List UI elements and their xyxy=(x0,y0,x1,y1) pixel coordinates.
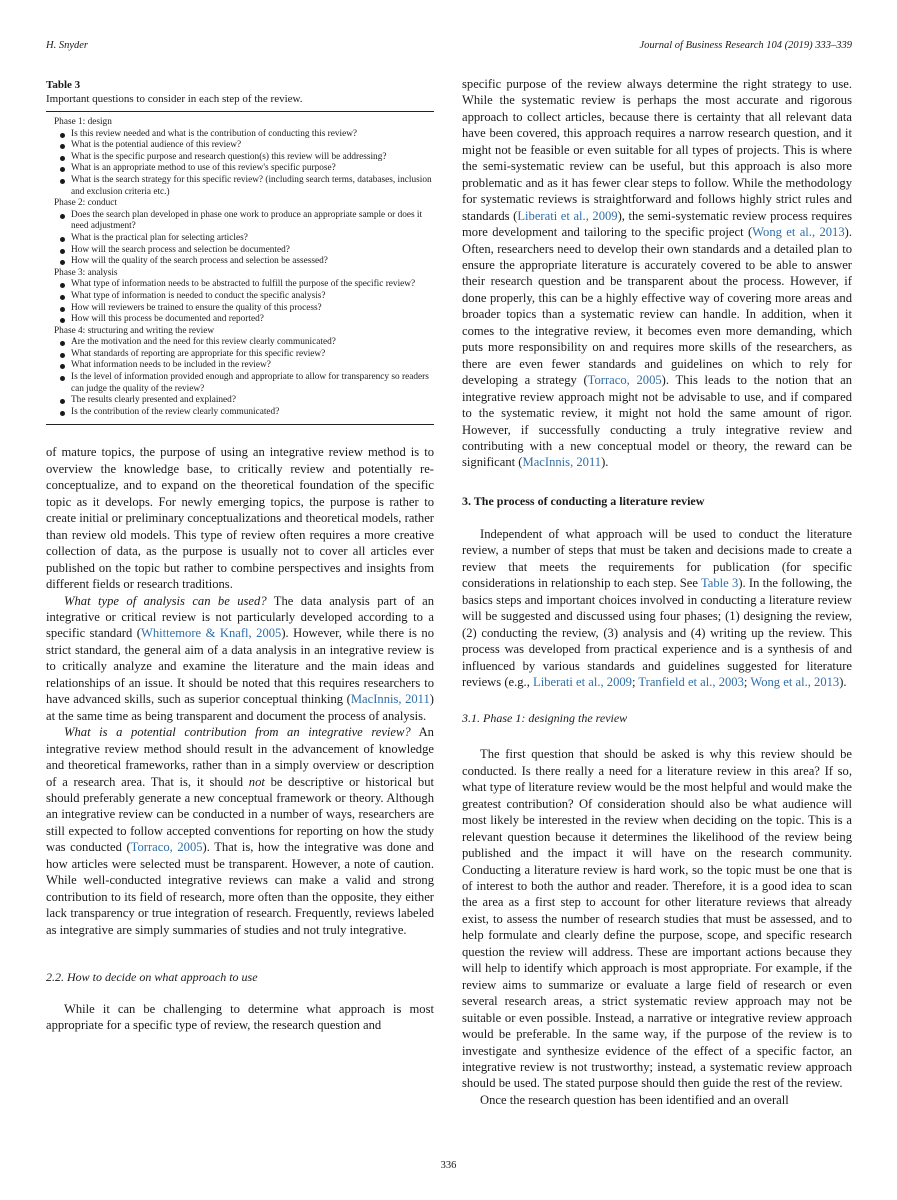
paragraph: What is a potential contribution from an integrative review? An integrative review method should result in the advancement of knowledge and theoretical frameworks, rather than in a simply overview or description of a research area. That is, it should not be descriptive or historical but should preferably generate a new conceptual framework or theory. Although an integrative review can be conducted in a number of ways, researchers are still expected to follow accepted conventions for reporting on how the study was conducted (Torraco, 2005). That is, how the integrative was done and how articles were selected must be transparent. However, a note of caution. While well-conducted integrative reviews can make a valid and strong contribution to its field of research, more often than the opposite, they either lack transparency or true integration of research. Frequently, reviews labeled as integrative are simply summaries of studies and not truly integrative. xyxy=(46,725,434,937)
question-item: Are the motivation and the need for this review clearly communicated? xyxy=(54,337,434,349)
bullet-icon xyxy=(60,260,65,265)
bullet-icon xyxy=(60,249,65,254)
questions-table xyxy=(46,111,434,425)
question-item: What type of information needs to be abstracted to fulfill the purpose of the specific review? xyxy=(54,279,434,291)
running-head xyxy=(46,40,852,56)
table-label: Table 3 xyxy=(46,79,81,91)
paragraph: specific purpose of the review always determine the right strategy to use. While the systematic review is perhaps the most accurate and rigorous approach to collect articles, because there is certainty that all relevant data have been covered, this approach requires a narrow research question, and it might not be feasible or even suitable for all types of projects. This is where the semi-systematic review can be useful, but this approach is also more problematic and as it has fewer clear steps to follow. While the methodology for systematic reviews is straightforward and follows highly strict rules and standards (Liberati et al., 2009), the semi-systematic review process requires more development and tailoring to the specific project (Wong et al., 2013). Often, researchers need to develop their own standards and a detailed plan to ensure the appropriate literature is accurately covered to be able to answer their research question and be transparent about the process. However, if done properly, this can be a highly effective way of covering more areas and broader topics than a systematic review can handle. In addition, when it comes to the integrative review, it becomes even more demanding, which puts more responsibility on and requires more skills of the researchers, as there are even fewer standards and guidelines on which to rely for developing a strategy (Torraco, 2005). This leads to the notion that an integrative review approach might not be advisable to use, and if compared to the systematic review, it might not hold the same amount of rigor. However, if successfully conducting a truly integrative review and contributing with a new conceptual model or theory, the reward can be significant (MacInnis, 2011). xyxy=(462,77,852,470)
paragraph: of mature topics, the purpose of using an integrative review method is to overview the knowledge base, to critically review and potentially re-conceptualize, and to expand on the theoretical foundation of the specific topic as it develops. For newly emerging topics, the purpose is rather to create initial or preliminary conceptualizations and theoretical models, rather than review old models. This type of review often requires a more creative collection of data, as the purpose is usually not to cover all articles ever published on the topic but rather to combine perspectives and insights from different fields or research traditions. xyxy=(46,445,434,592)
question-item: Is the level of information provided enough and appropriate to allow for transparency so readers can judge the quality of the review? xyxy=(54,372,434,395)
paragraph: What type of analysis can be used? The data analysis part of an integrative or critical review is not particularly developed according to a specific standard (Whittemore & Knafl, 2005). However, while there is no strict standard, the general aim of a data analysis in an integrative review is to critically analyze and examine the literature and the main ideas and relationships of an issue. It should be noted that this requires researchers to have advanced skills, such as superior conceptual thinking (MacInnis, 2011) at the same time as being transparent and document the process of analysis. xyxy=(46,593,434,723)
phase-title: Phase 3: analysis xyxy=(54,267,118,278)
table-caption: Important questions to consider in each step of the review. xyxy=(46,93,303,105)
section-heading: 3. The process of conducting a literature review xyxy=(462,493,705,508)
question-item: What is the search strategy for this specific review? (including search terms, databases, inclusion and exclusion criteria etc.) xyxy=(54,175,434,198)
bullet-icon xyxy=(60,307,65,312)
right-column xyxy=(462,76,852,1108)
bullet-icon xyxy=(60,144,65,149)
paragraph-lead: What type of analysis can be used? xyxy=(64,593,267,608)
phase-title: Phase 2: conduct xyxy=(54,198,117,209)
left-column xyxy=(46,78,434,1034)
question-item: What information needs to be included in the review? xyxy=(54,360,434,372)
citation-link[interactable]: Liberati et al., 2009 xyxy=(533,674,632,689)
bullet-icon xyxy=(60,318,65,323)
bullet-icon xyxy=(60,133,65,138)
page-number: 336 xyxy=(440,1160,457,1171)
question-item: How will the quality of the search process and selection be assessed? xyxy=(54,256,434,268)
paragraph: While it can be challenging to determine what approach is most appropriate for a specific type of review, the research question and xyxy=(46,1002,434,1033)
question-item: Is the contribution of the review clearly communicated? xyxy=(54,407,434,419)
paragraph: Once the research question has been identified and an overall xyxy=(480,1092,789,1107)
citation-link[interactable]: Wong et al., 2013 xyxy=(750,674,840,689)
bullet-icon xyxy=(60,214,65,219)
question-item: The results clearly presented and explained? xyxy=(54,395,434,407)
citation-link[interactable]: Tranfield et al., 2003 xyxy=(638,674,744,689)
question-item: How will reviewers be trained to ensure the quality of this process? xyxy=(54,303,434,315)
bullet-icon xyxy=(60,353,65,358)
bullet-icon xyxy=(60,179,65,184)
phase-title: Phase 1: design xyxy=(54,117,112,127)
author-header: H. Snyder xyxy=(46,40,88,51)
bullet-icon xyxy=(60,399,65,404)
paragraph: The first question that should be asked is why this review should be conducted. Is there really a need for a literature review in this area? If so, what type of literature review would be the most helpful and would make the greatest contribution? Of consideration should also be what audience will most likely be interested in the review when deciding on the topic. This is a relevant question because it determines the likelihood of the review being published and the impact it will have on the research community. Conducting a literature review is hard work, so the topic must be one that is of interest to both the author and reader. Therefore, it is a good idea to scan the area as a first step to account for other literature reviews that already exist, to assess the number of research studies that must be assessed, and to help formulate and clearly define the purpose, scope, and specific research question the review will address. These are important actions because they will help to identify which approach is most appropriate. For example, if the review aims to summarize or evaluate a large field of research or even several research areas, a strict systematic review approach may not be suitable or even possible. Instead, a narrative or integrative review approach would be preferable. In the same way, if the purpose of the review is to investigate and synthesize evidence of the effect of a specific factor, an integrative review is not trustworthy; instead, a systematic review approach should be used. The stated purpose should then guide the rest of the review. xyxy=(462,747,852,1091)
bullet-icon xyxy=(60,364,65,369)
phase-title: Phase 4: structuring and writing the review xyxy=(54,325,215,336)
paragraph-lead: What is a potential contribution from an integrative review? xyxy=(64,725,411,740)
bullet-icon xyxy=(60,295,65,300)
citation-link[interactable]: MacInnis, 2011 xyxy=(350,692,430,707)
bullet-icon xyxy=(60,411,65,416)
bullet-icon xyxy=(60,341,65,346)
bullet-icon xyxy=(60,283,65,288)
question-item: Is this review needed and what is the contribution of conducting this review? xyxy=(54,129,434,141)
subsection-heading: 2.2. How to decide on what approach to use xyxy=(46,970,258,985)
citation-link[interactable]: MacInnis, 2011 xyxy=(522,455,602,470)
question-item: What is the specific purpose and research question(s) this review will be addressing? xyxy=(54,152,434,164)
citation-link[interactable]: Table 3 xyxy=(700,576,739,591)
subsection-heading: 3.1. Phase 1: designing the review xyxy=(462,711,628,726)
question-item: How will the search process and selection be documented? xyxy=(54,245,434,257)
question-item: How will this process be documented and reported? xyxy=(54,314,434,326)
citation-link[interactable]: Torraco, 2005 xyxy=(130,840,203,855)
journal-header: Journal of Business Research 104 (2019) 333–339 xyxy=(639,40,852,51)
question-item: What is the practical plan for selecting articles? xyxy=(54,233,434,245)
citation-link[interactable]: Liberati et al., 2009 xyxy=(517,208,618,223)
citation-link[interactable]: Torraco, 2005 xyxy=(587,373,662,388)
bullet-icon xyxy=(60,167,65,172)
question-item: What is the potential audience of this review? xyxy=(54,140,434,152)
question-item: Does the search plan developed in phase one work to produce an appropriate sample or does it need adjustment? xyxy=(54,210,434,233)
bullet-icon xyxy=(60,376,65,381)
paragraph: Independent of what approach will be used to conduct the literature review, a number of steps that must be taken and decisions made to create a review that meets the requirements for publication (for specific considerations in relationship to each step. See Table 3). In the following, the basics steps and important choices involved in conducting a literature review will be suggested and discussed using four phases; (1) designing the review, (2) conducting the review, (3) analysis and (4) writing up the review. This process was developed from practical experience and is a synthesis of and influenced by various standards and guidelines suggested for literature reviews (e.g., Liberati et al., 2009; Tranfield et al., 2003; Wong et al., 2013). xyxy=(462,526,853,689)
bullet-icon xyxy=(60,156,65,161)
citation-link[interactable]: Wong et al., 2013 xyxy=(752,225,845,240)
bullet-icon xyxy=(60,237,65,242)
citation-link[interactable]: Whittemore & Knafl, 2005 xyxy=(140,626,282,641)
question-item: What is an appropriate method to use of this review's specific purpose? xyxy=(54,163,434,175)
question-item: What standards of reporting are appropriate for this specific review? xyxy=(54,349,434,361)
question-item: What type of information is needed to conduct the specific analysis? xyxy=(54,291,434,303)
